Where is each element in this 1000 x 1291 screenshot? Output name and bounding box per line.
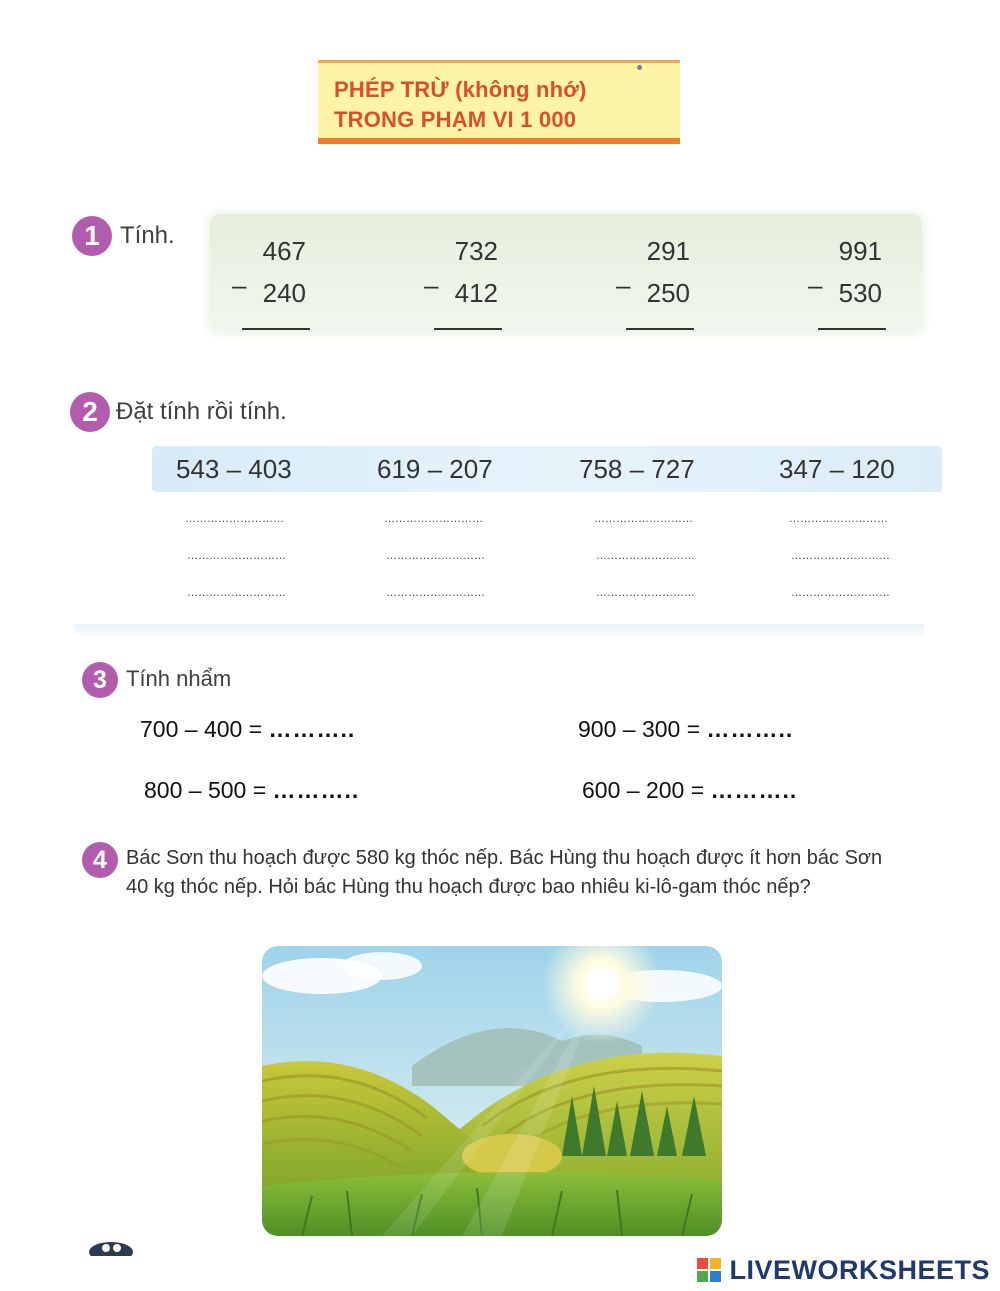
answer-blank[interactable]: ………………………	[596, 587, 695, 599]
minuend: 991	[838, 236, 882, 266]
exercise-4-badge: 4	[82, 842, 118, 878]
mental-math-item-3	[144, 777, 359, 804]
answer-line[interactable]	[434, 328, 502, 330]
mental-math-item-1	[140, 716, 355, 743]
expression-1: 543 – 403	[176, 454, 292, 484]
section-divider	[74, 624, 924, 638]
liveworksheets-logo-icon	[697, 1258, 721, 1282]
word-problem-text: Bác Sơn thu hoạch được 580 kg thóc nếp. Bác Hùng thu hoạch được ít hơn bác Sơn 40 kg thóc nếp. Hỏi bác Hùng thu hoạch được bao nhiêu ki-lô-gam thóc nếp?	[126, 847, 883, 898]
answer-blank[interactable]: ………………………	[791, 587, 890, 599]
mental-math-item-4	[582, 777, 797, 804]
answer-blank[interactable]: ………………………	[596, 550, 695, 562]
page-corner-icon	[86, 1236, 136, 1256]
answer-line[interactable]	[626, 328, 694, 330]
exercise-3-badge: 3	[82, 662, 118, 698]
answer-line[interactable]	[242, 328, 310, 330]
title-line-1: PHÉP TRỪ (không nhớ)	[334, 77, 587, 102]
minuend: 291	[646, 236, 690, 266]
subtrahend: 412	[454, 278, 498, 308]
exercise-3-label: Tính nhẩm	[126, 666, 232, 691]
mental-expression: 800 – 500 =	[144, 777, 267, 803]
expression-3: 758 – 727	[579, 454, 695, 484]
title-line-2: TRONG PHẠM VI 1 000	[334, 107, 577, 132]
mental-expression: 600 – 200 =	[582, 777, 705, 803]
minus-sign: –	[232, 270, 247, 300]
subtrahend: 530	[838, 278, 882, 308]
answer-blank[interactable]: ………………………	[789, 513, 888, 525]
answer-blank[interactable]: ………………………	[384, 513, 483, 525]
subtrahend: 250	[646, 278, 690, 308]
minuend: 732	[454, 236, 498, 266]
answer-blank[interactable]: ………………………	[386, 587, 485, 599]
answer-blank[interactable]: ………………………	[791, 550, 890, 562]
exercise-1-badge: 1	[72, 216, 112, 256]
subtrahend: 240	[262, 278, 306, 308]
subtraction-column-2	[418, 228, 508, 328]
minuend: 467	[262, 236, 306, 266]
answer-line[interactable]	[818, 328, 886, 330]
rice-terrace-illustration	[262, 946, 722, 1236]
mental-answer-blank[interactable]: ………..	[268, 716, 356, 742]
mental-answer-blank[interactable]: ………..	[706, 716, 794, 742]
answer-blank[interactable]: ………………………	[187, 550, 286, 562]
answer-blank[interactable]: ………………………	[187, 587, 286, 599]
minus-sign: –	[808, 270, 823, 300]
banner-dot	[637, 65, 642, 70]
answer-blank[interactable]: ………………………	[386, 550, 485, 562]
minus-sign: –	[616, 270, 631, 300]
subtraction-column-3	[610, 228, 700, 328]
subtraction-column-4	[802, 228, 892, 328]
mental-expression: 700 – 400 =	[140, 716, 263, 742]
answer-blank[interactable]: ………………………	[594, 513, 693, 525]
liveworksheets-brand[interactable]: LIVEWORKSHEETS	[729, 1255, 990, 1285]
mental-math-item-2	[578, 716, 793, 743]
mental-answer-blank[interactable]: ………..	[272, 777, 360, 803]
mental-expression: 900 – 300 =	[578, 716, 701, 742]
minus-sign: –	[424, 270, 439, 300]
landscape-svg	[262, 946, 722, 1236]
exercise-2-label: Đặt tính rồi tính.	[116, 398, 287, 425]
answer-blank[interactable]: ………………………	[185, 513, 284, 525]
subtraction-column-1	[226, 228, 316, 328]
expression-4: 347 – 120	[779, 454, 895, 484]
expression-2: 619 – 207	[377, 454, 493, 484]
title-banner	[318, 60, 680, 144]
exercise-1-label: Tính.	[120, 222, 175, 249]
mental-answer-blank[interactable]: ………..	[710, 777, 798, 803]
exercise-2-badge: 2	[70, 392, 110, 432]
